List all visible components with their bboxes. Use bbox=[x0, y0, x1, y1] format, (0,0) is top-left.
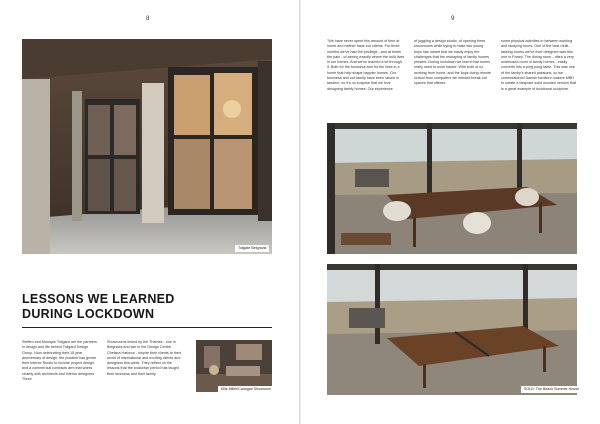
left-column-1: Steffen and Monique Tollgard are the partners in design and life behind Tollgard Design Group. Now celebrating their 15 year anniversary of design, the practice has grown their Interior Studio to include project design and a commercial contracts arm that works closely with architects and interior designers. Three bbox=[22, 340, 97, 382]
hero-photo bbox=[22, 39, 272, 254]
right-column-1: "We have never spent this amount of time at home and neither have our clients. For three months we've had the privilege - and at times the pain - of seeing exactly where the built lives in our homes. And we've learned a lot through it. Both for the business and for the lives in a home that help shape happier homes. Our business and our family have been raised in tandem, so it's no surprise that we love designing family homes. Our experience bbox=[327, 39, 405, 91]
dining-room-photo bbox=[327, 123, 577, 254]
right-column-2: of juggling a design studio, of opening three showrooms while trying to raise two young boys has meant that we easily enjoy the challenges that the reshaping of family homes present. During lockdown we learnt that rooms really need to work harder. With both of us working from home, and the boys doing remote school from computers we needed break out spaces that offered bbox=[414, 39, 492, 86]
left-column-2: Showrooms linked by the Thames - one in Belgravia and two in the Design Centre, Chelsea Harbour - inspire their clients to their world of international and exciting clients and designers this week. They reflect on the lessons that the lockdown period has taught their business and their family. bbox=[107, 340, 181, 376]
thumbnail-photo bbox=[196, 340, 272, 392]
right-page bbox=[301, 0, 600, 424]
dining-room-illustration bbox=[327, 123, 577, 254]
thumbnail-caption: Ellis Miller/Cadogan Showroom bbox=[218, 386, 274, 393]
hero-caption: Tollgate Belgravia bbox=[235, 245, 269, 252]
ping-pong-illustration bbox=[327, 264, 577, 395]
ping-pong-caption: SOLD: The Beach Summer House bbox=[521, 386, 582, 393]
right-column-3: some physical activities in between working and studying hours. One of the best multi-tasking rooms we've ever designed was this one in Fowey. The dining room - often a very underused room in family homes - easily converts into a ping pong table. This was one of the family's shared passions, so we commissioned Danish furniture makers MBH to create a bespoke solid wooden version that is a great example of functional sculpture. bbox=[501, 39, 577, 91]
headline-line-2: DURING LOCKDOWN bbox=[22, 307, 155, 321]
ping-pong-photo bbox=[327, 264, 577, 395]
headline bbox=[22, 292, 222, 322]
thumbnail-illustration bbox=[196, 340, 272, 392]
hero-photo-illustration bbox=[22, 39, 272, 254]
headline-line-1: LESSONS WE LEARNED bbox=[22, 292, 175, 306]
page-number-right: 9 bbox=[451, 16, 455, 22]
left-page bbox=[0, 0, 299, 424]
page-number-left: 8 bbox=[146, 16, 150, 22]
headline-rule bbox=[22, 327, 272, 328]
